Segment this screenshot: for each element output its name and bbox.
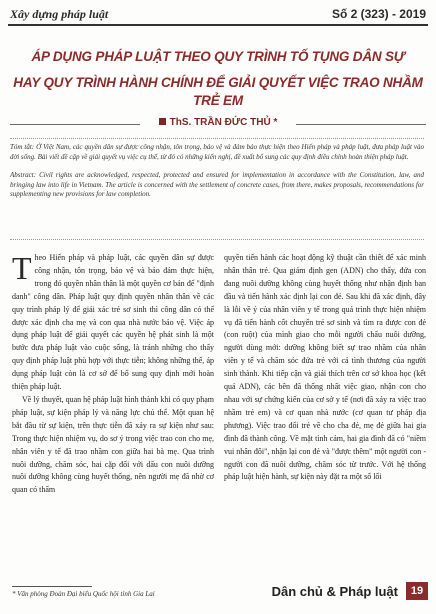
journal-name: Xây dựng pháp luật (10, 7, 109, 21)
author-bar (10, 118, 426, 130)
body-paragraph (12, 252, 214, 394)
abstract-english: Abstract: Civil rights are acknowledged, respected, protected and ensured for implementation in accordance with the Constitution, law, and bringing law into life in Vietnam. The article is concerned with the settlement of concrete cases, from there, makes proposals, recommendations for supplementing new provisions for law completion. (10, 171, 424, 199)
body-column-right (224, 252, 426, 484)
square-bullet-icon (159, 118, 166, 125)
header-rule (8, 24, 428, 26)
article-title-line-2: HAY QUY TRÌNH HÀNH CHÍNH ĐỂ GIẢI QUYẾT VIỆC TRAO NHẦM TRẺ EM (13, 75, 423, 108)
footnote-rule (12, 586, 92, 587)
abstract-box (10, 138, 424, 240)
footnote: * Văn phòng Đoàn Đại biểu Quốc hội tỉnh Gia Lai (12, 590, 155, 598)
drop-cap: T (12, 250, 32, 286)
article-title-line-1: ÁP DỤNG PHÁP LUẬT THEO QUY TRÌNH TỐ TỤNG DÂN SỰ (31, 49, 405, 64)
footer-brand: Dân chủ & Pháp luật (271, 584, 398, 599)
running-header (8, 4, 428, 26)
body-column-left (12, 252, 214, 497)
author-line (10, 117, 426, 128)
body-paragraph: Về lý thuyết, quan hệ pháp luật hình thành khi có quy phạm pháp luật, sự kiện pháp lý và năng lực chủ thể. Một quan hệ bắt đầu từ sự kiện, trên thực tiễn đã xảy ra sự kiện như sau: Trong thực hiện nhiệm vụ, do sơ ý trong việc trao con cho mẹ, nhân viên y tế đã trao nhầm con giữa hai bà mẹ. Qua trình nuôi dưỡng, chăm sóc, hai cặp đối với dấu con nuôi dưỡng nuôi dưỡng không cùng huyết thống, nên người mẹ đã nhờ cơ quan có thẩm (12, 394, 214, 495)
page-number-badge: 19 (406, 582, 428, 600)
issue-number: Số 2 (323) - 2019 (331, 7, 426, 21)
author-name: ThS. TRẦN ĐỨC THỦ * (169, 117, 278, 128)
body-paragraph-text: heo Hiến pháp và pháp luật, các quyền dân sự được công nhận, tôn trọng, bảo vệ và bảo đảm thực hiện, trong đó quyền nhân thân là một quyền cơ bản để "định danh" công dân. Pháp luật quy định quyền nhân thân về các quy trình pháp lý để giải xác trẻ sơ sinh thì công dân có thể được xác định cha mẹ và con qua nhà nước bảo vệ. Việc áp dụng pháp luật để giải quyết các quyền hệ phát sinh là một bước đưa pháp luật vào cuộc sống, là tránh những cho thấy quy định pháp luật phù hợp với thực tiễn; không những thế, áp dụng pháp luật còn là cơ sở để bổ sung quy định mới hoàn thiện pháp luật. (12, 253, 214, 392)
abstract-vietnamese: Tóm tắt: Ở Việt Nam, các quyền dân sự được công nhận, tôn trọng, bảo vệ và đảm bảo thực hiện theo Hiến pháp và pháp luật, đưa pháp luật vào đời sống. Bài viết đề cập về giải quyết vụ việc cụ thể, từ đó có những kiến nghị, đề xuất bổ sung các quy định điều chỉnh hoàn thiện pháp luật. (10, 143, 424, 161)
body-paragraph: quyền tiến hành các hoạt động kỹ thuật cần thiết để xác minh nhân thân trẻ. Qua giám định gen (ADN) cho thấy, đứa con đang nuôi dưỡng không cùng huyết thống như nhận định ban đầu và tiến hành xác định lại con đẻ. Sau khi đã xác định, đây là lỗi về ý của nhân viên y tế trong quá trình thực hiện nhiệm vụ đã tiến hành cốt chuyển trẻ sơ sinh và tìm ra được con đẻ (con ruột) của mình giao cho mỗi người chấu nuôi dưỡng, người dùng mới: dưỡng không biết sự trao nhầm của nhân viên y tế và chăm sóc đứa trẻ với cả tình thương của người sinh thành. Khi tiếp cận và giải thích trên cơ sở khoa học (kết quả ADN), các bên đã thống nhất việc giao, nhận con cho nhau với sự chứng kiến của cơ sở y tế (nơi đã xảy ra việc trao nhầm trẻ em) và cơ quan nhà nước (cơ quan tư pháp địa phương). Việc trao đổi trẻ về cho cha đẻ, mẹ đẻ giữa hai gia đình đã thành công. Về mặt tình cảm, hai gia đình đã có "niềm vui nhân đôi", nhận lại con đẻ và "được thêm" một người con - người con đã nuôi dưỡng, chăm sóc từ trước. Với hệ thống pháp luật hiện hành, sự kiện này đặt ra một số lối (224, 253, 426, 482)
